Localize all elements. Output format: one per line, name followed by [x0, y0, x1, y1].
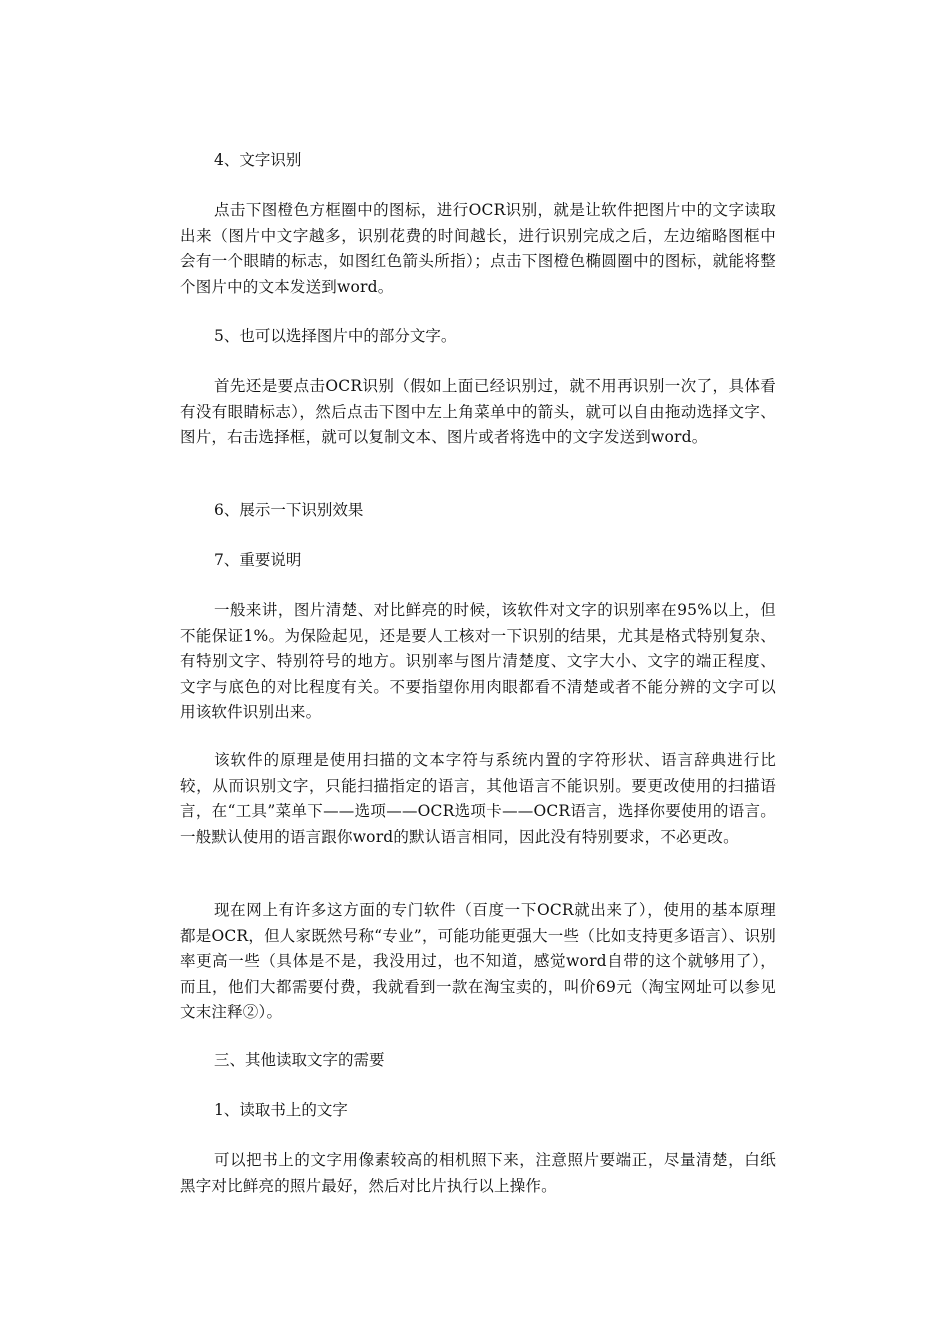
section-heading-read-book-text: 1、读取书上的文字	[214, 1101, 348, 1119]
section-heading-important-notes: 7、重要说明	[214, 551, 302, 569]
paragraph-software-principle: 该软件的原理是使用扫描的文本字符与系统内置的字符形状、语言辞典进行比较，从而识别文字，只能扫描指定的语言，其他语言不能识别。要更改使用的扫描语言，在“工具”菜单下——选项——OCR选项卡——OCR语言，选择你要使用的语言。一般默认使用的语言跟你word的默认语言相同，因此没有特别要求，不必更改。	[180, 751, 776, 846]
section-heading-other-needs: 三、其他读取文字的需要	[214, 1051, 385, 1069]
paragraph-online-software: 现在网上有许多这方面的专门软件（百度一下OCR就出来了），使用的基本原理都是OCR，但人家既然号称“专业”，可能功能更强大一些（比如支持更多语言）、识别率更高一些（具体是不是，我没用过，也不知道，感觉word自带的这个就够用了），而且，他们大都需要付费，我就看到一款在淘宝卖的，叫价69元（淘宝网址可以参见文末注释②）。	[180, 901, 776, 1021]
paragraph-ocr-recognition: 点击下图橙色方框圈中的图标，进行OCR识别，就是让软件把图片中的文字读取出来（图片中文字越多，识别花费的时间越长，进行识别完成之后，左边缩略图框中会有一个眼睛的标志，如图红色箭头所指）；点击下图橙色椭圆圈中的图标，就能将整个图片中的文本发送到word。	[180, 201, 776, 296]
section-heading-show-results: 6、展示一下识别效果	[214, 501, 364, 519]
paragraph-book-photos: 可以把书上的文字用像素较高的相机照下来，注意照片要端正，尽量清楚，白纸黑字对比鲜亮的照片最好，然后对比片执行以上操作。	[180, 1151, 776, 1195]
paragraph-select-text: 首先还是要点击OCR识别（假如上面已经识别过，就不用再识别一次了，具体看有没有眼睛标志），然后点击下图中左上角菜单中的箭头，就可以自由拖动选择文字、图片，右击选择框，就可以复制文本、图片或者将选中的文字发送到word。	[180, 377, 776, 446]
section-heading-text-recognition: 4、文字识别	[214, 151, 302, 169]
section-heading-select-partial-text: 5、也可以选择图片中的部分文字。	[214, 327, 457, 345]
paragraph-recognition-rate: 一般来讲，图片清楚、对比鲜亮的时候，该软件对文字的识别率在95%以上，但不能保证1%。为保险起见，还是要人工核对一下识别的结果，尤其是格式特别复杂、有特别文字、特别符号的地方。识别率与图片清楚度、文字大小、文字的端正程度、文字与底色的对比程度有关。不要指望你用肉眼都看不清楚或者不能分辨的文字可以用该软件识别出来。	[180, 601, 776, 721]
